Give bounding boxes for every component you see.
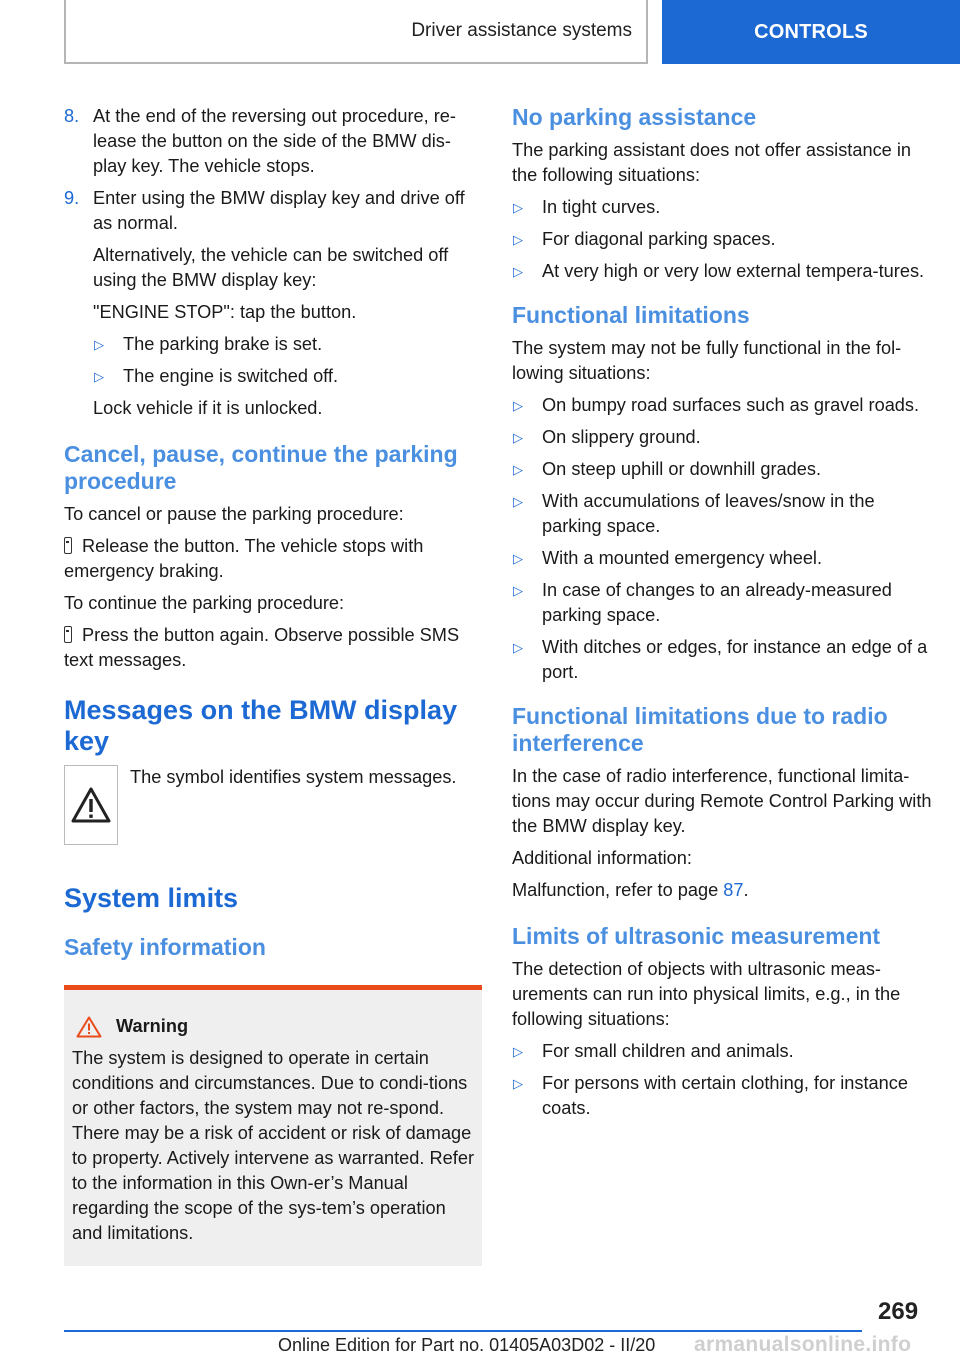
page-number: 269 (878, 1298, 919, 1325)
radio-text: In the case of radio interference, functional limita-tions may occur during Remote Control Parking with the BMW display key. (512, 766, 932, 836)
step-number: 9. (64, 188, 80, 208)
step-alt-text: Alternatively, the vehicle can be switched off using the BMW display key: (93, 245, 449, 290)
triangle-bullet-icon: ▷ (513, 494, 523, 509)
header-tab-controls[interactable]: CONTROLS (662, 0, 960, 64)
triangle-bullet-icon: ▷ (94, 369, 104, 384)
messages-heading: Messages on the BMW display key (64, 695, 458, 756)
warning-title: Warning (116, 1016, 189, 1036)
warning-icon (76, 1016, 102, 1038)
lock-text: Lock vehicle if it is unlocked. (93, 398, 323, 418)
continue-intro: To continue the parking procedure: (64, 593, 345, 613)
warning-text: The system is designed to operate in certain conditions and circumstances. Due to condi-tions or other factors, the system may not re-spond. There may be a risk of accident or risk of damage to property. Actively intervene as warranted. Refer to the information in this Own-er’s Manual regarding the scope of the sys-tem’s operation and limitations. (72, 1048, 474, 1243)
list-item: ▷ With a mounted emergency wheel. (512, 546, 932, 571)
functional-list (512, 393, 932, 685)
triangle-bullet-icon: ▷ (513, 583, 523, 598)
list-item: ▷ On steep uphill or downhill grades. (512, 457, 932, 482)
cancel-intro: To cancel or pause the parking procedure: (64, 504, 404, 524)
step-text: At the end of the reversing out procedure, re-lease the button on the side of the BMW dis-play key. The vehicle stops. (93, 106, 456, 176)
footer-divider (64, 1330, 862, 1332)
list-item: ▷ For diagonal parking spaces. (512, 227, 932, 252)
list-item: ▷ In tight curves. (512, 195, 932, 220)
safety-heading: Safety information (64, 934, 266, 960)
no-assist-list (512, 195, 932, 284)
ultrasonic-heading: Limits of ultrasonic measurement (512, 923, 881, 949)
list-item: ▷ The engine is switched off. (93, 364, 482, 389)
ultrasonic-intro: The detection of objects with ultrasonic meas-urements can run into physical limits, e.g., in the following situations: (512, 959, 901, 1029)
symbol-row (64, 765, 482, 845)
symbol-text: The symbol identifies system messages. (130, 767, 457, 787)
triangle-bullet-icon: ▷ (513, 551, 523, 566)
warning-box (64, 985, 482, 1266)
continue-press-paragraph: Press the button again. Observe possible SMS text messages. (64, 625, 460, 670)
step-number: 8. (64, 106, 80, 126)
warning-header (72, 1014, 474, 1039)
triangle-bullet-icon: ▷ (513, 640, 523, 655)
functional-heading: Functional limitations (512, 302, 750, 328)
no-assist-heading: No parking assistance (512, 104, 757, 130)
triangle-bullet-icon: ▷ (513, 200, 523, 215)
system-limits-heading: System limits (64, 883, 239, 913)
watermark: armanualsonline.info (694, 1333, 912, 1356)
list-item: ▷ With accumulations of leaves/snow in the parking space. (512, 489, 932, 539)
list-item: ▷ In case of changes to an already-measured parking space. (512, 578, 932, 628)
list-item: ▷ At very high or very low external tempera-tures. (512, 259, 932, 284)
display-key-icon (64, 537, 72, 554)
header-section-title: Driver assistance systems (64, 0, 648, 64)
left-column (64, 104, 482, 1266)
triangle-bullet-icon: ▷ (513, 264, 523, 279)
list-item: ▷ For small children and animals. (512, 1039, 932, 1064)
triangle-bullet-icon: ▷ (513, 430, 523, 445)
page-link[interactable]: 87 (723, 880, 744, 900)
no-assist-intro: The parking assistant does not offer assistance in the following situations: (512, 140, 912, 185)
ultrasonic-list (512, 1039, 932, 1121)
list-item: ▷ With ditches or edges, for instance an edge of a port. (512, 635, 932, 685)
triangle-bullet-icon: ▷ (94, 337, 104, 352)
warning-triangle-icon (64, 765, 118, 845)
list-item: ▷ The parking brake is set. (93, 332, 482, 357)
step-8 (64, 104, 482, 179)
radio-heading: Functional limitations due to radio interference (512, 703, 888, 756)
step-9 (64, 186, 482, 421)
cancel-heading: Cancel, pause, continue the parking procedure (64, 441, 458, 494)
triangle-bullet-icon: ▷ (513, 398, 523, 413)
right-column (512, 104, 932, 1128)
functional-intro: The system may not be fully functional in the fol-lowing situations: (512, 338, 902, 383)
list-item: ▷ On bumpy road surfaces such as gravel roads. (512, 393, 932, 418)
display-key-icon (64, 626, 72, 643)
malfunction-paragraph: Malfunction, refer to page 87. (512, 880, 749, 900)
list-item: ▷ For persons with certain clothing, for instance coats. (512, 1071, 932, 1121)
step-text: Enter using the BMW display key and drive off as normal. (93, 188, 465, 233)
triangle-bullet-icon: ▷ (513, 1076, 523, 1091)
list-item: ▷ On slippery ground. (512, 425, 932, 450)
cancel-release-paragraph: Release the button. The vehicle stops with emergency braking. (64, 536, 424, 581)
triangle-bullet-icon: ▷ (513, 462, 523, 477)
additional-info: Additional information: (512, 848, 692, 868)
triangle-bullet-icon: ▷ (513, 1044, 523, 1059)
footer-edition: Online Edition for Part no. 01405A03D02 - II/20 (278, 1335, 656, 1355)
engine-stop-text: "ENGINE STOP": tap the button. (93, 302, 357, 322)
triangle-bullet-icon: ▷ (513, 232, 523, 247)
